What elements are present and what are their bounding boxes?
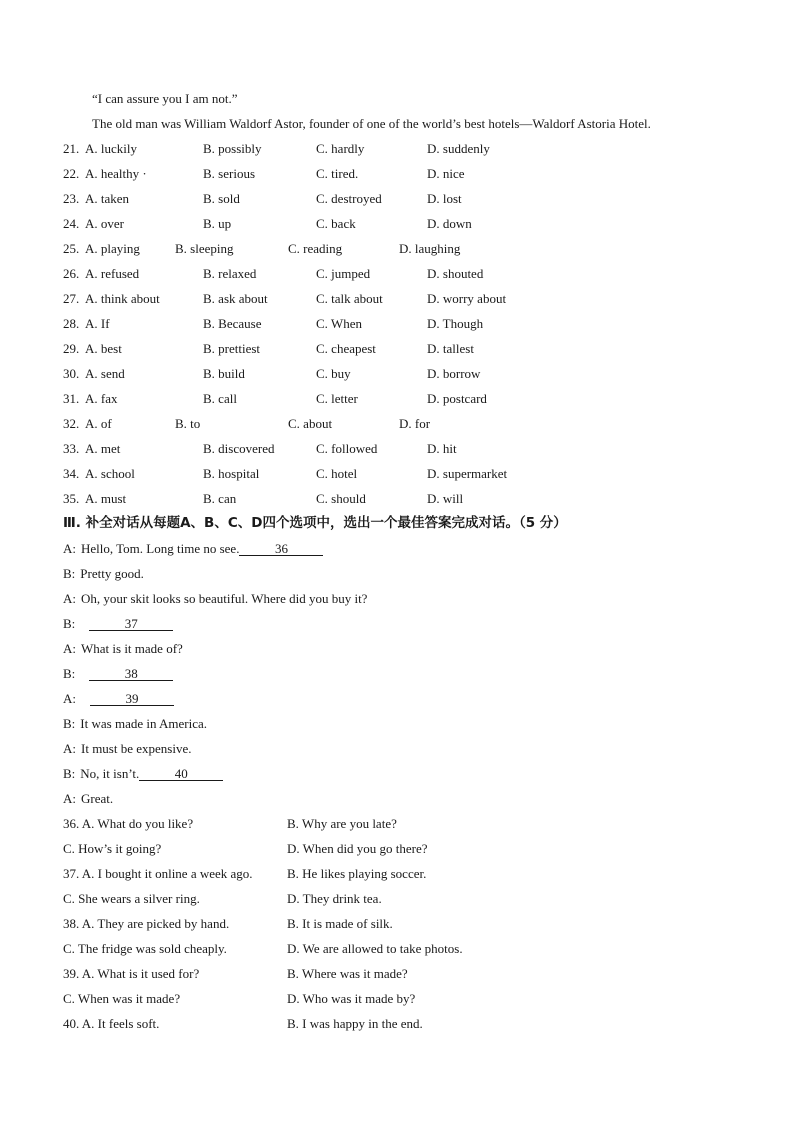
option-a: A. think about	[85, 291, 160, 306]
dialogue-line	[63, 689, 174, 709]
option-a: A. healthy ·	[85, 166, 147, 181]
option-b: B. build	[203, 366, 245, 381]
speaker-label: B:	[63, 766, 76, 781]
option-b: B. to	[175, 416, 201, 431]
option-right: D. Who was it made by?	[287, 991, 416, 1006]
dialogue-text: Oh, your skit looks so beautiful. Where did you buy it?	[81, 591, 368, 606]
option-d: D. shouted	[427, 266, 484, 281]
question-number: 27.	[63, 291, 80, 306]
section-heading: Ⅲ. 补全对话从每题A、B、C、D四个选项中，选出一个最佳答案完成对话。（5 分）	[63, 515, 567, 531]
option-d: D. supermarket	[427, 466, 508, 481]
option-d: D. down	[427, 216, 472, 231]
option-c: C. destroyed	[316, 191, 382, 206]
option-a: A. of	[85, 416, 112, 431]
option-c: C. talk about	[316, 291, 383, 306]
speaker-label: A:	[63, 541, 76, 556]
question-number: 22.	[63, 166, 80, 181]
answer-blank[interactable]: 36	[239, 540, 323, 556]
option-d: D. for	[399, 416, 431, 431]
option-right: D. We are allowed to take photos.	[287, 941, 463, 956]
option-right: D. When did you go there?	[287, 841, 428, 856]
option-c: C. should	[316, 491, 366, 506]
dialogue-line	[63, 764, 223, 784]
option-b: B. ask about	[203, 291, 268, 306]
dialogue-line	[63, 789, 113, 809]
option-d: D. lost	[427, 191, 462, 206]
speaker-label: A:	[63, 591, 76, 606]
option-b: B. prettiest	[203, 341, 261, 356]
question-number: 33.	[63, 441, 80, 456]
option-d: D. tallest	[427, 341, 474, 356]
speaker-label: B:	[63, 616, 76, 631]
option-left: C. When was it made?	[63, 991, 181, 1006]
option-a: A. school	[85, 466, 135, 481]
option-c: C. cheapest	[316, 341, 376, 356]
question-number: 35.	[63, 491, 80, 506]
option-left: 38. A. They are picked by hand.	[63, 916, 230, 931]
option-b: B. hospital	[203, 466, 260, 481]
question-number: 32.	[63, 416, 80, 431]
speaker-label: B:	[63, 666, 76, 681]
option-b: B. can	[203, 491, 237, 506]
option-right: B. Where was it made?	[287, 966, 408, 981]
dialogue-line	[63, 614, 173, 634]
option-d: D. will	[427, 491, 464, 506]
option-d: D. borrow	[427, 366, 481, 381]
dialogue-line	[63, 714, 207, 734]
option-b: B. serious	[203, 166, 255, 181]
dialogue-text: No, it isn’t.	[80, 766, 140, 781]
option-left: 40. A. It feels soft.	[63, 1016, 160, 1031]
dialogue-text: Pretty good.	[80, 566, 144, 581]
dialogue-line	[63, 739, 191, 759]
question-number: 30.	[63, 366, 80, 381]
option-b: B. relaxed	[203, 266, 257, 281]
option-c: C. letter	[316, 391, 358, 406]
option-a: A. If	[85, 316, 110, 331]
option-a: A. luckily	[85, 141, 137, 156]
option-b: B. sold	[203, 191, 240, 206]
option-right: D. They drink tea.	[287, 891, 382, 906]
option-right: B. Why are you late?	[287, 816, 397, 831]
option-c: C. When	[316, 316, 362, 331]
question-number: 21.	[63, 141, 80, 156]
dialogue-line	[63, 664, 173, 684]
option-c: C. reading	[288, 241, 343, 256]
speaker-label: B:	[63, 716, 76, 731]
option-a: A. taken	[85, 191, 130, 206]
option-left: 36. A. What do you like?	[63, 816, 194, 831]
option-c: C. followed	[316, 441, 378, 456]
option-d: D. postcard	[427, 391, 487, 406]
option-left: 37. A. I bought it online a week ago.	[63, 866, 253, 881]
option-b: B. Because	[203, 316, 262, 331]
option-d: D. worry about	[427, 291, 507, 306]
question-number: 25.	[63, 241, 80, 256]
speaker-label: A:	[63, 691, 76, 706]
dialogue-text: It was made in America.	[80, 716, 208, 731]
speaker-label: B:	[63, 566, 76, 581]
option-a: A. over	[85, 216, 124, 231]
option-d: D. laughing	[399, 241, 461, 256]
option-right: B. I was happy in the end.	[287, 1016, 423, 1031]
option-a: A. best	[85, 341, 122, 356]
option-c: C. jumped	[316, 266, 371, 281]
option-b: B. sleeping	[175, 241, 234, 256]
dialogue-line	[63, 564, 144, 584]
option-d: D. suddenly	[427, 141, 490, 156]
option-c: C. hotel	[316, 466, 358, 481]
question-number: 24.	[63, 216, 80, 231]
question-number: 31.	[63, 391, 80, 406]
option-a: A. playing	[85, 241, 140, 256]
dialogue-line	[63, 539, 323, 559]
option-d: D. hit	[427, 441, 457, 456]
option-left: C. She wears a silver ring.	[63, 891, 200, 906]
option-b: B. call	[203, 391, 237, 406]
question-number: 28.	[63, 316, 80, 331]
speaker-label: A:	[63, 791, 76, 806]
option-right: B. He likes playing soccer.	[287, 866, 427, 881]
option-c: C. buy	[316, 366, 351, 381]
dialogue-line	[63, 589, 367, 609]
option-left: C. How’s it going?	[63, 841, 162, 856]
question-number: 34.	[63, 466, 80, 481]
dialogue-text: What is it made of?	[81, 641, 183, 656]
option-a: A. fax	[85, 391, 118, 406]
option-a: A. met	[85, 441, 121, 456]
option-c: C. back	[316, 216, 356, 231]
question-number: 26.	[63, 266, 80, 281]
question-number: 23.	[63, 191, 80, 206]
option-c: C. about	[288, 416, 333, 431]
option-b: B. possibly	[203, 141, 262, 156]
answer-blank[interactable]: 39	[90, 690, 174, 706]
option-left: 39. A. What is it used for?	[63, 966, 200, 981]
option-left: C. The fridge was sold cheaply.	[63, 941, 227, 956]
speaker-label: A:	[63, 741, 76, 756]
dialogue-text: It must be expensive.	[81, 741, 192, 756]
option-right: B. It is made of silk.	[287, 916, 393, 931]
option-b: B. discovered	[203, 441, 275, 456]
dialogue-text: Great.	[81, 791, 114, 806]
story-quote: “I can assure you I am not.”	[92, 91, 238, 106]
answer-blank[interactable]: 40	[139, 765, 223, 781]
option-a: A. send	[85, 366, 125, 381]
speaker-label: A:	[63, 641, 76, 656]
story-conclusion: The old man was William Waldorf Astor, founder of one of the world’s best hotels—Waldorf Astoria Hotel.	[92, 116, 651, 131]
option-b: B. up	[203, 216, 232, 231]
dialogue-text: Hello, Tom. Long time no see.	[81, 541, 240, 556]
answer-blank[interactable]: 37	[89, 615, 173, 631]
option-d: D. Though	[427, 316, 484, 331]
option-a: A. must	[85, 491, 127, 506]
question-number: 29.	[63, 341, 80, 356]
option-d: D. nice	[427, 166, 465, 181]
option-c: C. tired.	[316, 166, 359, 181]
option-c: C. hardly	[316, 141, 365, 156]
option-a: A. refused	[85, 266, 140, 281]
answer-blank[interactable]: 38	[89, 665, 173, 681]
dialogue-line	[63, 639, 183, 659]
